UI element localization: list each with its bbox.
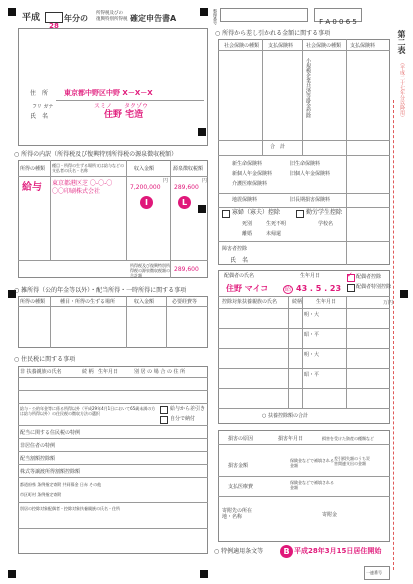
income-total-line	[18, 260, 208, 261]
student-label: 勤労学生控除	[306, 209, 343, 216]
misc-col-line-1	[50, 296, 51, 348]
income-col-income: 収入金額	[134, 166, 155, 172]
long-term-label: 旧長期損害保険料	[290, 197, 331, 203]
deduction-total-label: 合 計	[270, 144, 286, 150]
special-provision-label: ○ 特例適用条文等	[214, 548, 264, 555]
income-row-payer-1[interactable]: 東京都港区芝 〇-〇-〇	[52, 180, 113, 187]
address-value[interactable]: 東京都中野区中野 X－X－X	[64, 89, 153, 97]
spouse-special-checkbox[interactable]	[347, 284, 355, 292]
misc-section-title-text: 雑所得（公的年金等以外）・配当所得・一時所得に関する事項	[21, 287, 187, 294]
header-tax-type-top: 所得税及びの	[96, 11, 123, 16]
badge-b: B	[280, 545, 293, 558]
option-b-checkbox[interactable]	[160, 416, 168, 424]
misc-col-type: 所得の種類	[20, 299, 46, 305]
dep-line-6	[218, 408, 390, 409]
casualty-line-2	[218, 476, 390, 477]
resident-row1-name: 非 扶養親族の氏名	[20, 369, 62, 375]
widow-checkbox[interactable]	[222, 210, 230, 218]
casualty-line-1	[218, 444, 390, 445]
form-code: F A 0 0 6 5	[319, 18, 357, 26]
deduction-line-disability	[218, 241, 390, 242]
dep-era-4: 昭・平	[304, 372, 320, 378]
casualty-amount: 損害金額	[228, 463, 249, 469]
resident-row1-birth: 生年月日	[98, 369, 119, 375]
deduction-label: 配当割額控除額	[20, 456, 56, 462]
deduction-line-1	[218, 50, 390, 51]
resident-row1-addr: 別 居 の 場 合 の 住 所	[134, 369, 186, 375]
small-biz-label: 小規模企業共済等掛金控除	[305, 58, 311, 118]
income-row-amount[interactable]: 7,200,000	[130, 184, 161, 191]
income-total-value[interactable]: 289,600	[174, 266, 199, 273]
income-header-line	[18, 176, 208, 177]
divorce-label: 離婚	[242, 231, 253, 237]
life-new-label: 新生命保険料	[232, 161, 263, 167]
registration-mark-right	[400, 290, 408, 298]
misc-header-line	[18, 306, 208, 307]
registration-mark-top-mid	[200, 8, 208, 16]
income-col-type: 所得の種類	[20, 166, 46, 172]
income-row-withheld[interactable]: 289,600	[174, 184, 199, 191]
widow-label: 寡婦（寡夫）控除	[232, 209, 281, 216]
resident-line-6	[18, 451, 208, 452]
resident-section-title-text: 住民税に関する事項	[21, 356, 76, 363]
header-year-box	[45, 12, 63, 30]
income-total-label: 所得税及び復興特別所得税の源泉徴収税額の合計額	[130, 263, 170, 278]
resident-line-9	[18, 502, 208, 503]
side-label: 第二表	[397, 30, 406, 54]
misc-section-title: ○ 雑所得（公的年金等以外）・配当所得・一時所得に関する事項	[14, 287, 187, 294]
pension-old-label: 旧個人年金保険料	[290, 171, 331, 177]
header-title-suffix: 年分の	[64, 14, 88, 23]
registration-mark-top-left	[8, 8, 16, 16]
income-row-payer-2[interactable]: 〇〇印刷株式会社	[52, 188, 101, 195]
dep-line-2	[218, 328, 390, 329]
casualty-asset: 損害を受けた資産の種類など	[322, 436, 374, 441]
pension-label: 給与・公的年金等に係る所得以外（平成29年4月1日において65歳未満の方は給与所得以外）の住民税の徴収方法の選択	[20, 406, 156, 416]
furigana-value[interactable]: スミノ タクゾウ	[94, 103, 149, 110]
spouse-era-circle: 昭	[285, 286, 292, 293]
spouse-deduction-label: 配偶者控除	[356, 274, 382, 280]
casualty-date: 損害年月日	[278, 436, 304, 442]
student-checkbox[interactable]	[296, 210, 304, 218]
option-a-checkbox[interactable]	[160, 406, 168, 414]
name-label-2: 氏 名	[230, 257, 249, 264]
deduction-col-3	[346, 39, 347, 265]
income-col-payer: 種目・所得の生ずる場所又は給与などの支払者の氏名・名称	[52, 163, 124, 173]
deduction-line-widow	[218, 207, 390, 208]
spouse-table	[218, 270, 390, 424]
income-section-title: ○ 所得の内訳（所得税及び復興特別所得税の源泉徴収税額）	[14, 151, 178, 158]
quake-label: 地震保険料	[232, 197, 258, 203]
furigana-label: フリ ガナ	[32, 104, 54, 110]
badge-i: I	[140, 196, 153, 209]
serial-label: 整理番号	[213, 9, 218, 25]
deduction-col-1	[262, 39, 263, 155]
address-label: 住 所	[30, 90, 49, 97]
deduction-line-total	[218, 140, 390, 141]
resident-line-1	[18, 377, 208, 378]
deduction-section-title-text: 所得から差し引かれる金額に関する事項	[222, 30, 331, 37]
donation-label: 都道府県 条例指定寄附 共同募金 日赤 その他	[20, 482, 102, 487]
social-type-col: 社会保険の種類	[224, 43, 260, 49]
address-divider	[56, 100, 204, 101]
header-title-main: 確定申告書A	[130, 14, 177, 23]
income-row-type[interactable]: 給与	[22, 182, 42, 193]
disability-label: 障害者控除	[222, 246, 248, 252]
resident-line-3	[18, 403, 208, 404]
resident-section-title: ○ 住民税に関する事項	[14, 356, 76, 363]
school-label: 学校名	[318, 221, 334, 227]
deduction-section-title: ○ 所得から差し引かれる金額に関する事項	[215, 30, 331, 37]
resident-line-8	[18, 477, 208, 478]
serial-box[interactable]	[220, 8, 308, 22]
income-col-line-1	[50, 160, 51, 260]
care-label: 介護医療保険料	[232, 181, 268, 187]
special-provision-label-text: 特例適用条文等	[221, 548, 264, 555]
badge-l: L	[178, 196, 191, 209]
nonresident-label: 非居住者の特例	[20, 443, 56, 449]
registration-mark-bottom-mid	[200, 570, 208, 578]
misc-col-line-3	[166, 296, 167, 348]
deduction-line-life	[218, 155, 390, 156]
social-paid-col: 支払保険料	[268, 43, 294, 49]
dep-era-3: 明・大	[304, 352, 320, 358]
donation2-label: 市区町村 条例指定寄附	[20, 492, 62, 497]
spouse-check-mark: ✓	[347, 271, 353, 279]
medical-label: 支払医療費	[228, 484, 254, 490]
spouse-line	[218, 296, 390, 297]
name-value[interactable]: 住野 宅造	[104, 110, 144, 120]
casualty-line-3	[218, 496, 390, 497]
form-code-box	[314, 8, 362, 26]
donation-amount: 寄附金	[322, 512, 338, 518]
header-year: 28	[49, 22, 59, 30]
dependents-yen: 万円	[383, 300, 394, 306]
social-type-col-2: 社会保険の種類	[306, 43, 342, 49]
registration-mark-bottom-left	[8, 570, 16, 578]
spouse-name-value[interactable]: 住野 マイコ	[226, 284, 269, 293]
confirm-box-label: 一連番号	[366, 570, 382, 575]
spouse-special-label: 配偶者特別控除	[356, 284, 392, 290]
dependents-total-text: 扶養控除額の合計	[267, 413, 308, 419]
address-block	[18, 28, 208, 146]
resident-line-7	[18, 464, 208, 465]
spouse-col-name: 配偶者の氏名	[224, 273, 255, 279]
social-paid-col-2: 支払保険料	[350, 43, 376, 49]
option-b-label: 自分で納付	[170, 416, 196, 422]
spouse-col-birth: 生年月日	[300, 273, 321, 279]
dep-line-1	[218, 308, 390, 309]
name-label: 氏 名	[30, 113, 49, 120]
separate-label: 別居の控除対象配偶者・控除対象扶養親族の氏名・住所	[20, 506, 120, 511]
income-col-withheld: 源泉徴収税額	[173, 166, 204, 172]
income-yen-1: 円	[163, 178, 169, 184]
resident-row1-rel: 続 柄	[82, 369, 94, 375]
casualty-insurance: 保険金などで補填される金額	[290, 458, 334, 468]
unreturned-label: 未帰還	[266, 231, 282, 237]
option-a-label: 給与から差引き	[170, 406, 206, 412]
birth-col: 生年月日	[316, 299, 337, 305]
dep-line-4	[218, 368, 390, 369]
special-provision-value[interactable]: 平成28年3月15日居住開始	[294, 547, 382, 555]
relation-col: 続柄	[292, 299, 303, 305]
resident-line-4	[18, 425, 208, 426]
dependents-col: 控除対象扶養親族の氏名	[222, 299, 278, 305]
header-tax-type-bottom: 復興特別所得税	[96, 17, 128, 22]
dividend-label: 配当に関する住民税の特例	[20, 430, 81, 436]
dep-col-rel	[288, 296, 289, 408]
resident-line-2	[18, 390, 208, 391]
casualty-cause: 損害の原因	[228, 436, 254, 442]
dep-line-3	[218, 348, 390, 349]
dep-era-2: 昭・平	[304, 332, 320, 338]
donation-org: 寄附先の所在地・名称	[222, 508, 253, 520]
dependents-total-label: ○ 扶養控除額の合計	[262, 413, 308, 419]
unknown-label: 生死不明	[266, 221, 287, 227]
side-margin-line	[393, 100, 394, 570]
death-label: 死別	[242, 221, 253, 227]
misc-col-expense: 必要経費等	[172, 299, 198, 305]
income-col-line-2	[126, 160, 127, 260]
misc-col-payer: 種目・所得の生ずる場所	[60, 299, 116, 305]
income-yen-2: 円	[202, 178, 208, 184]
spouse-birth-value[interactable]: 43 . 5 . 23	[296, 284, 342, 293]
misc-col-line-2	[126, 296, 127, 348]
pension-new-label: 新個人年金保険料	[232, 171, 273, 177]
dep-col-amount	[346, 296, 347, 408]
misc-col-income: 収入金額	[134, 299, 155, 305]
casualty-disaster: 差引損失額のうち災害関連支出の金額	[334, 456, 370, 466]
stock-label: 株式等譲渡所得割額控除額	[20, 469, 81, 475]
side-note: （平成二十七年分以降用）	[399, 60, 405, 120]
medical-insurance: 保険金などで補填される金額	[290, 480, 334, 490]
dep-line-5	[218, 388, 390, 389]
spouse-era[interactable]	[283, 285, 293, 294]
deduction-line-quake	[218, 193, 390, 194]
income-section-title-text: 所得の内訳（所得税及び復興特別所得税の源泉徴収税額）	[21, 151, 178, 158]
life-old-label: 旧生命保険料	[290, 161, 321, 167]
resident-line-5	[18, 438, 208, 439]
dep-col-birth	[302, 296, 303, 408]
deduction-col-2	[302, 39, 303, 155]
header-era: 平成	[22, 13, 41, 23]
resident-line-10	[18, 528, 208, 529]
dep-era-1: 明・大	[304, 312, 320, 318]
